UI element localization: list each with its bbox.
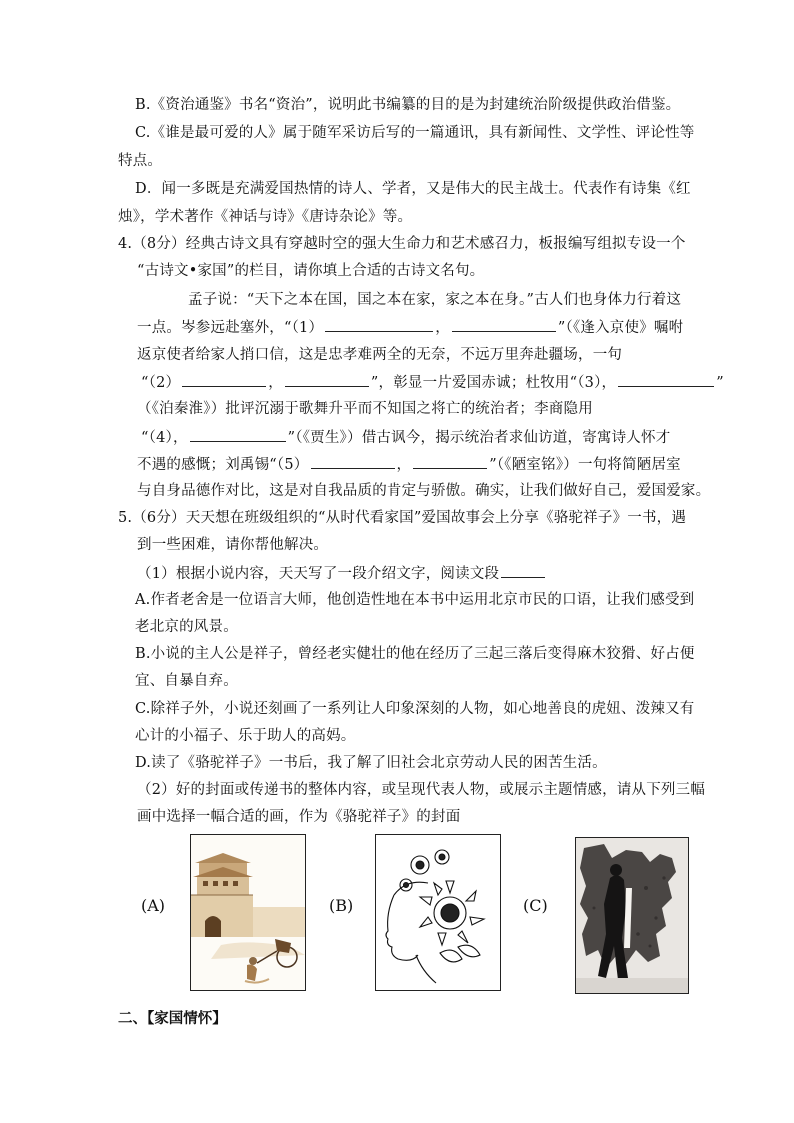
figure-a-label: (A) (141, 896, 166, 915)
answer-blank-1a[interactable] (325, 317, 433, 332)
poem-line-7: 与自身品德作对比，这是对自我品质的肯定与骄傲。确实，让我们做好自己，爱国爱家。 (137, 483, 711, 499)
poem-line-5 (141, 427, 670, 448)
option-b-line-2: B.小说的主人公是祥子，曾经老实健壮的他在经历了三起三落后变得麻木狡猾、好占便 (135, 646, 695, 662)
city-gate-illustration (191, 835, 305, 990)
option-d-cont: 烛》，学术著作《神话与诗》《唐诗杂论》等。 (118, 209, 413, 225)
answer-blank-1b[interactable] (452, 317, 556, 332)
text: ”（《贾生》）借古讽今，揭示统治者求仙访道，寄寓诗人怀才 (287, 430, 671, 446)
answer-blank-2a[interactable] (182, 372, 266, 387)
text: ， (396, 457, 412, 473)
sub-question-1 (137, 563, 547, 584)
option-d-line: D．闻一多既是充满爱国热情的诗人、学者，又是伟大的民主战士。代表作有诗集《红 (135, 181, 691, 197)
answer-blank-q5-1[interactable] (501, 563, 545, 578)
text: ”（《陋室铭》）一句将简陋居室 (489, 457, 681, 473)
poem-line-6 (137, 454, 681, 475)
sub-question-2-cont: 画中选择一幅合适的画，作为《骆驼祥子》的封面 (137, 809, 461, 825)
option-b-cont-2: 宜、自暴自弃。 (135, 673, 238, 689)
answer-blank-3[interactable] (618, 372, 714, 387)
option-a-line: A.作者老舍是一位语言大师，他创造性地在本书中运用北京市民的口语，让我们感受到 (135, 592, 695, 608)
sunflower-illustration (376, 835, 500, 990)
question-4-stem: 4.（8分）经典古诗文具有穿越时空的强大生命力和艺术感召力，板报编写组拟专设一个 (118, 236, 686, 252)
sub-question-2: （2）好的封面或传递书的整体内容，或呈现代表人物，或展示主题情感，请从下列三幅 (137, 782, 706, 798)
poem-line-1 (137, 317, 683, 338)
text: “（2） (141, 375, 181, 391)
option-c-cont-2: 心计的小福子、乐于助人的高妈。 (135, 728, 356, 744)
figure-a-city-gate-rickshaw-image[interactable] (190, 834, 306, 991)
answer-blank-4[interactable] (190, 427, 286, 442)
text: 不遇的感慨；刘禹锡“（5） (137, 457, 309, 473)
figure-b-sunflower-image[interactable] (375, 834, 501, 991)
text: ， (435, 320, 450, 336)
text: ” (716, 375, 724, 391)
option-c-line-2: C.除祥子外，小说还刻画了一系列让人印象深刻的人物，如心地善良的虎妞、泼辣又有 (135, 701, 695, 717)
section-heading: 二、【家国情怀】 (118, 1010, 227, 1027)
question-4-stem-cont: “古诗文•家国”的栏目，请你填上合适的古诗文名句。 (137, 263, 485, 279)
text: “（4）， (141, 430, 188, 446)
poem-line-4: （《泊秦淮》）批评沉溺于歌舞升平而不知国之将亡的统治者；李商隐用 (137, 401, 593, 417)
text: ， (268, 375, 283, 391)
text: ”，彰显一片爱国赤诚；杜牧用“（3）， (370, 375, 617, 391)
option-d-line-2: D.读了《骆驼祥子》一书后，我了解了旧社会北京劳动人民的困苦生活。 (135, 755, 607, 771)
question-5-stem: 5.（6分）天天想在班级组织的“从时代看家国”爱国故事会上分享《骆驼祥子》一书，遇 (118, 510, 687, 526)
poem-passage-intro: 孟子说：“天下之本在国，国之本在家，家之本在身。”古人们也身体力行着这 (188, 292, 682, 308)
text: （1）根据小说内容，天天写了一段介绍文字，阅读文段 (137, 566, 500, 582)
figure-c-label: (C) (523, 896, 548, 915)
text: ”（《逢入京使》嘱咐 (557, 320, 684, 336)
option-c-line: C.《谁是最可爱的人》属于随军采访后写的一篇通讯，具有新闻性、文学性、评论性等 (135, 125, 695, 141)
poem-line-3 (141, 372, 724, 393)
question-5-stem-cont: 到一些困难，请你帮他解决。 (137, 537, 329, 553)
option-a-cont: 老北京的风景。 (135, 619, 238, 635)
answer-blank-2b[interactable] (285, 372, 369, 387)
answer-blank-5b[interactable] (413, 454, 487, 469)
option-c-cont: 特点。 (118, 153, 163, 169)
poem-line-2: 返京使者给家人捎口信，这是忠孝难两全的无奈，不远万里奔赴疆场，一句 (137, 347, 623, 363)
figure-b-label: (B) (329, 896, 354, 915)
figure-c-camel-silhouette-image[interactable] (575, 837, 689, 994)
option-b-line: B.《资治通鉴》书名“资治”，说明此书编纂的目的是为封建统治阶级提供政治借鉴。 (135, 97, 681, 113)
answer-blank-5a[interactable] (311, 454, 395, 469)
text: 一点。岑参远赴塞外，“（1） (137, 320, 324, 336)
camel-silhouette-illustration (576, 838, 688, 993)
